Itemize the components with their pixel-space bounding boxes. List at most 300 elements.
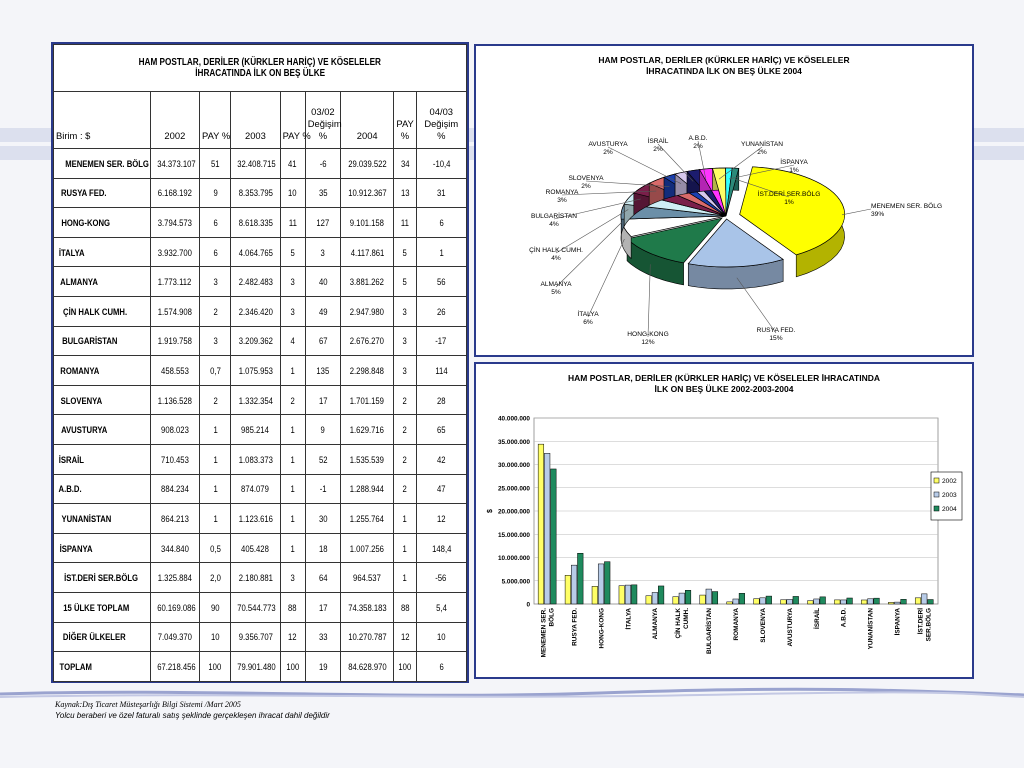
legend-swatch [934,478,939,483]
table-row [54,208,467,238]
country-cell [54,326,151,356]
pie-slice-label: İST.DERİ SER.BÖLG [757,191,821,198]
bar [700,595,706,604]
cell-text: DİĞER ÜLKELER [62,631,126,643]
cell-text: 2.676.270 [350,335,385,347]
value-cell [150,533,199,563]
value-cell [305,208,340,238]
value-cell [416,149,466,179]
cell-text: 135 [316,364,330,376]
value-cell [200,296,231,326]
value-cell [416,296,466,326]
bar [928,600,934,604]
table-row [54,356,467,386]
value-cell [305,533,340,563]
cell-text: 1.007.256 [350,542,385,554]
table-row [54,444,467,474]
x-tick-label: A.B.D. [840,608,848,628]
cell-text: 1.629.716 [350,424,385,436]
value-cell [150,592,199,622]
bar [673,597,679,604]
cell-text: 1 [290,453,295,465]
cell-text: İSRAİL [58,453,84,465]
cell-text: 1.919.758 [157,335,192,347]
cell-text: 1 [290,542,295,554]
cell-text: 874.079 [241,483,270,495]
cell-text: 1.255.764 [350,512,385,524]
cell-text: 18 [318,542,328,554]
pie-slice-percent: 1% [784,199,794,206]
value-cell [416,474,466,504]
value-cell [341,652,394,682]
y-tick-label: 15.000.000 [498,531,530,539]
table-row [54,178,467,208]
cell-text: 344.840 [160,542,189,554]
value-cell [341,622,394,652]
cell-text: 67.218.456 [156,660,196,672]
x-tick-label: İST.DERİ [917,608,925,635]
cell-text: 114 [435,364,448,376]
value-cell [150,208,199,238]
cell-text: 2 [290,394,295,406]
pie-slice-percent: 2% [603,149,613,156]
cell-text: 33 [318,631,328,643]
value-cell [200,533,231,563]
cell-text: 1 [402,512,408,524]
value-cell [150,149,199,179]
cell-text: 1 [439,246,444,258]
cell-text: 30 [318,512,328,524]
cell-text: TOPLAM [59,660,92,672]
pie-slice-label: İSPANYA [780,159,808,166]
value-cell [394,208,416,238]
table-header-row [54,92,467,149]
table-row [54,237,467,267]
value-cell [394,237,416,267]
bar [868,599,874,604]
cell-text: -6 [319,157,327,169]
cell-text: 41 [288,157,297,169]
bar [578,553,584,604]
column-header: 03/02 Değişim % [305,92,340,149]
value-cell [341,385,394,415]
cell-text: 51 [210,157,220,169]
x-tick-label: BULGARİSTAN [706,608,714,655]
cell-text: 40 [318,276,328,288]
cell-text: -56 [435,572,447,584]
value-cell [305,444,340,474]
bar [834,600,840,604]
cell-text: 1.325.884 [157,572,192,584]
pie-slice-label: İSRAİL [647,138,669,145]
cell-text: 1 [213,424,218,436]
cell-text: 1 [213,512,218,524]
y-tick-label: 25.000.000 [498,485,530,493]
country-cell [54,356,151,386]
value-cell [305,592,340,622]
value-cell [394,563,416,593]
value-cell [305,563,340,593]
value-cell [341,415,394,445]
cell-text: YUNANİSTAN [61,512,112,524]
legend-label: 2003 [942,492,957,499]
country-cell [54,474,151,504]
bar [808,601,814,604]
value-cell [280,563,305,593]
value-cell [416,237,466,267]
value-cell [416,504,466,534]
value-cell [150,178,199,208]
bar [652,592,658,604]
cell-text: 19 [318,660,328,672]
bar [571,565,577,604]
column-header: PAY % [200,92,231,149]
country-cell [54,149,151,179]
country-cell [54,622,151,652]
country-cell [54,385,151,415]
value-cell [394,415,416,445]
export-data-table [53,44,467,682]
value-cell [280,385,305,415]
cell-text: 5 [402,246,408,258]
bar [915,598,921,604]
value-cell [341,267,394,297]
cell-text: 1.535.539 [350,453,385,465]
value-cell [231,356,280,386]
value-cell [394,296,416,326]
value-cell [280,415,305,445]
cell-text: 100 [286,660,300,672]
cell-text: 10 [288,187,297,199]
bar [658,586,664,604]
cell-text: 1 [290,512,295,524]
cell-text: 1 [402,572,408,584]
x-tick-label: AVUSTURYA [786,608,794,647]
cell-text: 8.618.335 [238,216,273,228]
x-tick-label: İTALYA [625,608,633,630]
value-cell [305,652,340,682]
value-cell [200,504,231,534]
cell-text: 6 [439,216,444,228]
cell-text: 148,4 [431,542,451,554]
bar [754,599,760,604]
cell-text: 10.912.367 [347,187,387,199]
table-row [54,385,467,415]
table-row [54,296,467,326]
bar [814,599,820,604]
value-cell [200,178,231,208]
y-tick-label: 35.000.000 [498,438,530,446]
cell-text: 11 [400,216,409,228]
value-cell [231,622,280,652]
table-row [54,533,467,563]
value-cell [305,415,340,445]
value-cell [200,622,231,652]
value-cell [280,444,305,474]
value-cell [305,296,340,326]
value-cell [280,149,305,179]
country-cell [54,563,151,593]
value-cell [305,178,340,208]
cell-text: MENEMEN SER. BÖLG [65,157,149,169]
cell-text: 6 [439,660,444,672]
cell-text: 2.346.420 [238,305,273,317]
cell-text: 12 [400,631,410,643]
country-cell [54,504,151,534]
cell-text: 49 [318,305,328,317]
bar [739,593,745,604]
value-cell [200,267,231,297]
pie-slice-label: MENEMEN SER. BÖLG [871,203,943,210]
cell-text: 1 [402,542,408,554]
pie-slice-percent: 3% [557,197,567,204]
bar [604,562,610,604]
bar [766,596,772,604]
bar [625,585,631,604]
cell-text: 84.628.970 [347,660,387,672]
country-cell [54,415,151,445]
value-cell [416,444,466,474]
cell-text: 10 [436,631,446,643]
value-cell [394,444,416,474]
table-row [54,622,467,652]
value-cell [416,652,466,682]
pie-slice-percent: 39% [871,211,885,218]
x-tick-label: ÇİN HALK [675,608,683,639]
y-tick-label: 40.000.000 [498,415,530,423]
value-cell [305,504,340,534]
value-cell [280,178,305,208]
cell-text: 2 [213,305,218,317]
cell-text: 2 [402,424,408,436]
value-cell [200,592,231,622]
value-cell [394,385,416,415]
cell-text: 17 [318,394,328,406]
x-tick-label: ALMANYA [652,608,660,640]
cell-text: 1.136.528 [157,394,192,406]
cell-text: 3 [402,364,408,376]
cell-text: 26 [436,305,446,317]
pie-slice-label: A.B.D. [688,135,708,142]
value-cell [231,208,280,238]
bar [712,592,718,604]
pie-chart [476,46,972,355]
bar [820,597,826,604]
value-cell [150,326,199,356]
country-cell [54,296,151,326]
table-row [54,415,467,445]
cell-text: 31 [436,187,446,199]
cell-text: 12 [436,512,446,524]
value-cell [231,178,280,208]
pie-chart-title-line2: İHRACATINDA İLK ON BEŞ ÜLKE 2004 [646,66,802,76]
cell-text: 4.064.765 [238,246,273,258]
pie-leader-line [556,223,621,287]
cell-text: 3 [290,572,295,584]
cell-text: 1.574.908 [157,305,192,317]
value-cell [394,326,416,356]
pie-slice-percent: 4% [551,255,561,262]
value-cell [280,237,305,267]
column-header: 2002 [150,92,199,149]
value-cell [341,178,394,208]
table-row [54,474,467,504]
value-cell [150,385,199,415]
bar-chart [476,364,972,677]
cell-text: 42 [436,453,446,465]
cell-text: 74.358.183 [347,601,387,613]
cell-text: 28 [436,394,446,406]
value-cell [200,326,231,356]
bar [888,602,894,604]
cell-text: 985.214 [241,424,270,436]
bar [781,600,787,604]
value-cell [280,296,305,326]
value-cell [200,474,231,504]
pie-slice-percent: 2% [757,149,767,156]
cell-text: 8.353.795 [238,187,273,199]
cell-text: 4 [290,335,295,347]
value-cell [150,356,199,386]
country-cell [54,444,151,474]
x-tick-label: CUMH. [683,608,691,629]
source-note: Kaynak:Dış Ticaret Müsteşarlığı Bilgi Sistemi /Mart 2005 [55,700,241,709]
table-title-line2: İHRACATINDA İLK ON BEŞ ÜLKE [195,68,325,79]
value-cell [305,385,340,415]
value-cell [150,415,199,445]
cell-text: 1.773.112 [158,276,192,288]
value-cell [231,474,280,504]
value-cell [280,504,305,534]
cell-text: 29.039.522 [347,157,387,169]
column-header: 04/03 Değişim % [416,92,466,149]
cell-text: 864.213 [160,512,189,524]
value-cell [416,267,466,297]
value-cell [305,237,340,267]
table-title-line1: HAM POSTLAR, DERİLER (KÜRKLER HARİÇ) VE KÖSELELER [138,57,382,68]
pie-slice-percent: 15% [769,335,783,342]
cell-text: 9.101.158 [350,216,385,228]
value-cell [280,652,305,682]
country-cell [54,533,151,563]
legend-swatch [934,506,939,511]
cell-text: 32.408.715 [237,157,276,169]
pie-leader-line [648,264,650,337]
cell-text: 1.123.616 [238,512,273,524]
value-cell [341,356,394,386]
cell-text: ALMANYA [60,276,98,288]
cell-text: 35 [318,187,328,199]
cell-text: 3.932.700 [157,246,192,258]
cell-text: A.B.D. [58,483,82,495]
bar [646,596,652,604]
x-tick-label: İSPANYA [894,608,902,636]
cell-text: 9 [320,424,326,436]
pie-leader-line [608,147,681,184]
data-table-panel [51,42,469,683]
bar [592,586,598,604]
cell-text: 90 [210,601,220,613]
country-cell [54,652,151,682]
value-cell [280,356,305,386]
value-cell [231,563,280,593]
cell-text: 0,5 [209,542,221,554]
value-cell [394,149,416,179]
cell-text: 2.482.483 [238,276,273,288]
value-cell [231,267,280,297]
cell-text: 458.553 [160,364,189,376]
cell-text: 56 [436,276,446,288]
bar [874,598,880,604]
cell-text: 6 [213,246,218,258]
pie-slice-percent: 2% [693,143,703,150]
cell-text: 3.209.362 [238,335,273,347]
value-cell [231,533,280,563]
cell-text: 3.794.573 [157,216,192,228]
legend-swatch [934,492,939,497]
cell-text: 100 [398,660,412,672]
cell-text: 2.298.848 [350,364,385,376]
cell-text: BULGARİSTAN [62,335,118,347]
value-cell [305,326,340,356]
value-cell [305,622,340,652]
value-cell [394,533,416,563]
cell-text: 127 [316,216,330,228]
value-cell [341,208,394,238]
cell-text: 405.428 [241,542,270,554]
cell-text: 908.023 [160,424,189,436]
cell-text: 6.168.192 [157,187,192,199]
value-cell [341,474,394,504]
table-title-row [54,45,467,92]
value-cell [200,385,231,415]
value-cell [150,237,199,267]
cell-text: 2.947.980 [350,305,385,317]
cell-text: 70.544.773 [237,601,276,613]
cell-text: 9.356.707 [238,631,273,643]
cell-text: 2 [213,394,218,406]
pie-slice-percent: 1% [789,167,799,174]
cell-text: AVUSTURYA [61,424,108,436]
cell-text: -1 [319,483,327,495]
bar [538,444,544,604]
value-cell [341,592,394,622]
value-cell [150,296,199,326]
cell-text: 60.169.086 [156,601,196,613]
value-cell [200,444,231,474]
country-cell [54,208,151,238]
value-cell [416,563,466,593]
value-cell [341,504,394,534]
value-cell [416,326,466,356]
cell-text: 1 [290,483,295,495]
cell-text: 1.083.373 [238,453,273,465]
cell-text: 2 [402,483,408,495]
bar [727,602,733,604]
value-cell [394,592,416,622]
value-cell [280,533,305,563]
cell-text: 11 [288,216,297,228]
cell-text: 5 [290,246,295,258]
y-tick-label: 0 [526,601,530,609]
x-tick-label: SLOVENYA [759,608,767,643]
cell-text: 64 [318,572,328,584]
cell-text: 17 [318,601,328,613]
value-cell [280,326,305,356]
bar-chart-title-line2: İLK ON BEŞ ÜLKE 2002-2003-2004 [654,384,794,394]
cell-text: 964.537 [353,572,382,584]
cell-text: 884.234 [160,483,189,495]
